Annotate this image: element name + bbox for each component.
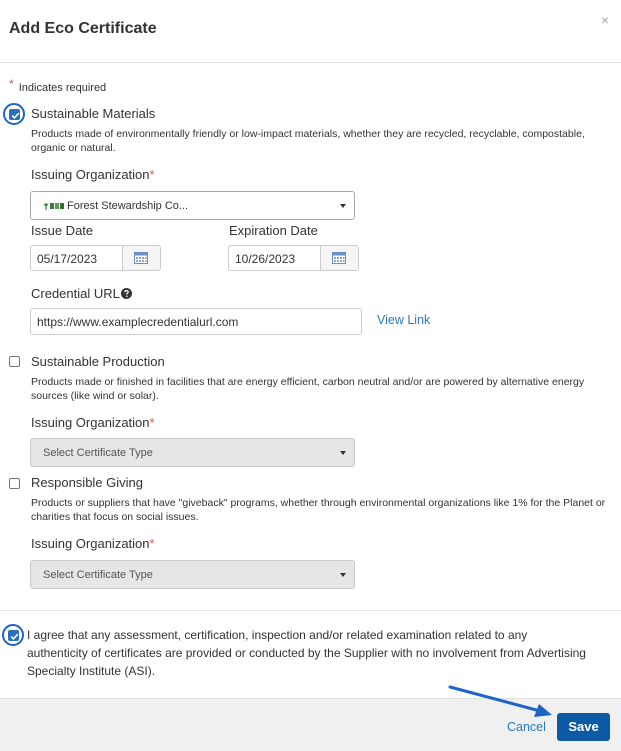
chevron-down-icon <box>340 451 346 455</box>
expiration-date-value: 10/26/2023 <box>235 252 296 266</box>
cancel-button[interactable]: Cancel <box>507 720 546 734</box>
required-star: * <box>9 77 14 91</box>
issue-date-label: Issue Date <box>31 223 94 238</box>
checkmark-icon <box>9 631 20 642</box>
issuing-organization-label-text: Issuing Organization <box>31 415 150 430</box>
responsible-giving-description: Products or suppliers that have "giveback" programs, whether through environmental organizations like 1% for the Planet or charities that focus on social issues. <box>31 497 606 523</box>
sustainable-production-title: Sustainable Production <box>31 354 165 369</box>
view-link[interactable]: View Link <box>377 313 431 327</box>
issue-date-calendar-button[interactable] <box>122 246 160 270</box>
modal-header <box>0 0 621 63</box>
modal-title: Add Eco Certificate <box>9 20 157 37</box>
issue-date-field[interactable] <box>30 245 161 271</box>
sustainable-materials-checkbox[interactable] <box>9 109 20 120</box>
issuing-organization-value: Forest Stewardship Co... <box>67 200 189 212</box>
required-note-text: Indicates required <box>18 82 107 94</box>
required-star: * <box>149 536 155 551</box>
required-star: * <box>149 167 155 182</box>
calendar-icon <box>332 251 346 264</box>
calendar-icon <box>134 251 148 264</box>
divider <box>0 610 621 611</box>
chevron-down-icon <box>340 204 346 208</box>
production-issuing-organization-select[interactable] <box>30 438 355 467</box>
close-icon[interactable]: × <box>600 12 609 28</box>
credential-url-value: https://www.examplecredentialurl.com <box>37 315 239 329</box>
issuing-organization-label-text: Issuing Organization <box>31 167 150 182</box>
required-note <box>9 77 107 94</box>
giving-issuing-organization-select[interactable] <box>30 560 355 589</box>
select-placeholder: Select Certificate Type <box>43 447 153 459</box>
responsible-giving-title: Responsible Giving <box>31 475 144 490</box>
sustainable-production-checkbox[interactable] <box>9 356 20 367</box>
expiration-date-label: Expiration Date <box>229 223 318 238</box>
expiration-date-field[interactable] <box>228 245 359 271</box>
checkmark-icon <box>10 110 21 121</box>
help-icon[interactable] <box>121 288 132 299</box>
save-button[interactable]: Save <box>557 713 610 741</box>
expiration-date-calendar-button[interactable] <box>320 246 358 270</box>
select-placeholder: Select Certificate Type <box>43 569 153 581</box>
responsible-giving-checkbox[interactable] <box>9 478 20 489</box>
issue-date-value: 05/17/2023 <box>37 252 98 266</box>
issuing-organization-select[interactable] <box>30 191 355 220</box>
credential-url-input[interactable] <box>30 308 362 335</box>
issuing-organization-label <box>31 167 155 182</box>
sustainable-materials-title: Sustainable Materials <box>31 106 156 121</box>
sustainable-materials-description: Products made of environmentally friendly or low-impact materials, whether they are recycled, recyclable, compostable, organic or natural. <box>31 128 585 154</box>
credential-url-label: Credential URL <box>31 286 120 301</box>
sustainable-production-description: Products made or finished in facilities that are energy efficient, carbon neutral and/or are powered by alternative energy sources (like wind or solar). <box>31 376 585 402</box>
annotation-arrow-icon <box>448 684 554 718</box>
agreement-checkbox[interactable] <box>8 630 19 641</box>
agreement-text: I agree that any assessment, certification, inspection and/or related examination related to any authenticity of certificates are provided or conducted by the Supplier with no involvement from Advertising Specialty Institute (ASI). <box>27 628 586 678</box>
required-star: * <box>149 415 155 430</box>
issuing-organization-label-text: Issuing Organization <box>31 536 150 551</box>
chevron-down-icon <box>340 573 346 577</box>
issuing-organization-label <box>31 536 155 551</box>
issuing-organization-label <box>31 415 155 430</box>
fsc-logo-icon <box>43 201 65 211</box>
